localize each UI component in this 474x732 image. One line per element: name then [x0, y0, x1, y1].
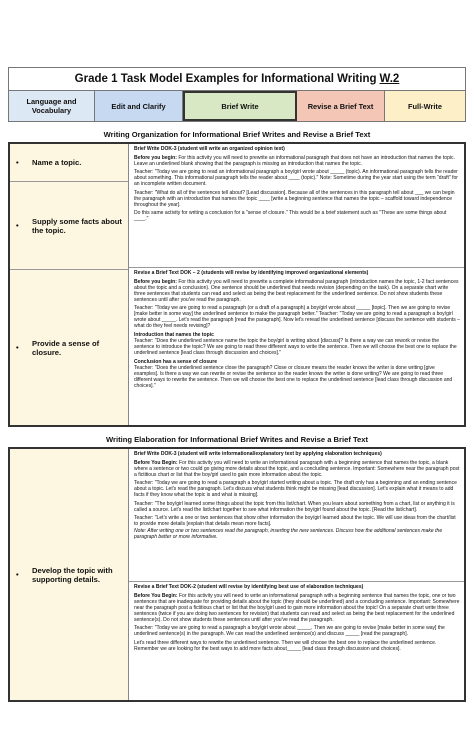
cell-heading: Brief Write DOK-3 (student will write informational/explanatory text by applying elaboration techniques) — [134, 451, 382, 457]
tab-brief-write: Brief Write — [183, 91, 297, 121]
organization-table — [8, 142, 466, 427]
standards-column — [10, 449, 129, 700]
tab-language-vocabulary: Language and Vocabulary — [9, 91, 95, 121]
note-text: Note: After writing one or two sentences read the paragraph, inserting the new sentences. Discuss how the additional sentences make the paragraph better or more informative. — [134, 527, 443, 540]
standard-closure: • Provide a sense of closure. — [16, 338, 100, 357]
task-column — [129, 449, 464, 700]
phase-tabs — [8, 90, 466, 122]
revise-elaboration-cell: Revise a Brief Text DOK-2 (student will revise by identifying best use of elaboration techniques) Before You Begin: For this activity you will need to write an informational paragraph with a beginning sentence that names the topic, one or two sentences that are inadequate for providing details about the topic (they should be underlined) and a concluding sentence. Important: Somewhere near the paragraph post a fictitious chart or list that the boy/girl used to gain more information about the topic! On a separate chart write three sentences (twice if you are doing two sentences for revision) that students can read and select as being the best replacement for the underlined sentence(s). Do not show students these sentences until after you've read the paragraph. Teacher: "Today we are going to read a paragraph a boy/girl wrote about _____. Then we are going to revise [make better in some way] the underlined sentence(s) in the paragraph. We can read the underlined sentence(s) and discuss _____ [read the paragraph]. Let's read three different ways to rewrite the underlined sentence. Then we will choose the best one to replace the underlined sentence. Remember we are looking for the best ways to add more facts about_____ [lead class through discussion and choices]. — [134, 584, 460, 652]
cell-heading: Revise a Brief Text DOK-2 (student will revise by identifying best use of elaboration techniques) — [134, 584, 364, 590]
standard-develop-topic: • Develop the topic with supporting details. — [16, 565, 113, 584]
subheading-introduction: Introduction that names the topic — [134, 331, 214, 338]
standard-name-topic: • Name a topic. — [10, 144, 128, 182]
revise-organization-cell: Revise a Brief Text DOK – 2 (students will revise by identifying improved organizational elements) Before you begin: For this activity you will need to prewrite a complete informational paragraph (introduction names the topic, 1-2 fact sentences about the topic and a conclusion). One sentence should be underlined that needs revision (depending on the task). On a separate chart write three sentences that students can read and select as being the best replacement for the underlined sentence. Do not show students these sentences until after you've read the paragraph. Teacher: "Today we are going to read a paragraph (or a draft of a paragraph) a boy/girl wrote about _____ [topic]. Then we are going to revise [make better in some way] the underlined sentence to make the paragraph better." Teacher: "Today we are going to read a paragraph a boy/girl wrote about _____. Let's read the paragraph [read the paragraph]. Now let's reread the underlined sentence [discuss the sentence with students – what do they feel needs revising]? Introduction that names the topic Teacher: "Does the underlined sentence name the topic the boy/girl is writing about [discuss]? Is there a way we can rework or revise the sentence to introduce the topic? We are going to read three different ways to write the sentence. Then we will choose the best one to replace the underlined sentence [lead class through discussion and choices]." Conclusion has a sense of closure Teacher: "Does the underlined sentence close the paragraph? Close or closure means the reader knows the writer is done writing [give examples]. Is there a way we can rewrite or revise the sentence so the reader knows the writer is done writing? We are going to read three different ways to rewrite the sentence. Then we will choose the best one to replace the underlined sentence [lead class through discussion and choices]." — [134, 270, 460, 389]
page-title — [8, 67, 466, 90]
tab-revise-brief-text: Revise a Brief Text — [297, 91, 385, 121]
tab-full-write: Full-Write — [385, 91, 465, 121]
subheading-conclusion: Conclusion has a sense of closure — [134, 358, 218, 365]
tab-edit-clarify: Edit and Clarify — [95, 91, 183, 121]
standard-supply-facts: • Supply some facts about the topic. — [10, 182, 128, 270]
elaboration-table — [8, 447, 466, 702]
cell-heading: Revise a Brief Text DOK – 2 (students will revise by identifying improved organizational elements) — [134, 270, 369, 276]
brief-write-organization-cell: Brief Write DOK-3 (student will write an organized opinion text) Before you begin: For this activity you will need to prewrite an informational paragraph that does not have an introduction that names the topic. Leave an underlined blank showing that the paragraph is missing an introduction that names the topic. Teacher: "Today we are going to read an informational paragraph a boy/girl wrote about _____ (topic). An informational paragraph tells the reader about something. This informational paragraph tells the reader about ____ (topic)." Note: Sometime during the year start using the term "draft" for an incomplete written document. Teacher: "What do all of the sentences tell about? [Lead discussion]. Because all of the sentences in this paragraph tell about ___ we can begin the paragraph with an introduction that names the topic ____ [write a beginning sentence that names the topic – scaffold toward independence throughout the year]. Do this same activity for writing a conclusion for a "sense of closure." This would be a brief statement such as "These are some things about ____." — [129, 144, 464, 268]
section-heading-elaboration: Writing Elaboration for Informational Brief Writes and Revise a Brief Text — [105, 435, 369, 444]
task-column — [129, 144, 464, 425]
section-heading-organization: Writing Organization for Informational Brief Writes and Revise a Brief Text — [103, 130, 371, 139]
standard-code: W.2 — [379, 73, 400, 85]
cell-heading: Brief Write DOK-3 (student will write an organized opinion text) — [134, 146, 285, 152]
title-text: Grade 1 Task Model Examples for Informational Writing — [74, 73, 377, 85]
brief-write-elaboration-cell: Brief Write DOK-3 (student will write informational/explanatory text by applying elaboration techniques) Before You Begin: For this activity you will need to write an informational paragraph with a beginning sentence that names the topic, a blank where a sentence or two could go giving more details about the topic, and a concluding sentence. Important: Somewhere near the paragraph post a fictitious chart or list that the boy/girl used to gain more information about the topic. Teacher: "Today we are going to read a paragraph a boy/girl started writing about a topic. The draft only has a beginning and an ending sentence about a topic. Let's read the paragraph. Let's discuss what students think might be missing [lead discussion]. Let's explain what it means to add facts if they know what the topic is and what is missing]. Teacher: "The boy/girl learned some things about the topic from this list/chart. When you learn about something from a chart, list or anything it is called a source. Let's read the list/chart together to see what information the boy/girl found about the topic. [Read the list/chart]. Teacher: "Let's write a one or two sentences that show other information the boy/girl learned about the topic. We will use ideas from the chart/list to provide more details [explain that details mean more facts]. Note: After writing one or two sentences read the paragraph, inserting the new sentences. Discuss how the additional sentences make the paragraph better or more informative. — [129, 449, 464, 582]
standards-column — [10, 144, 129, 425]
document-page — [8, 67, 466, 702]
